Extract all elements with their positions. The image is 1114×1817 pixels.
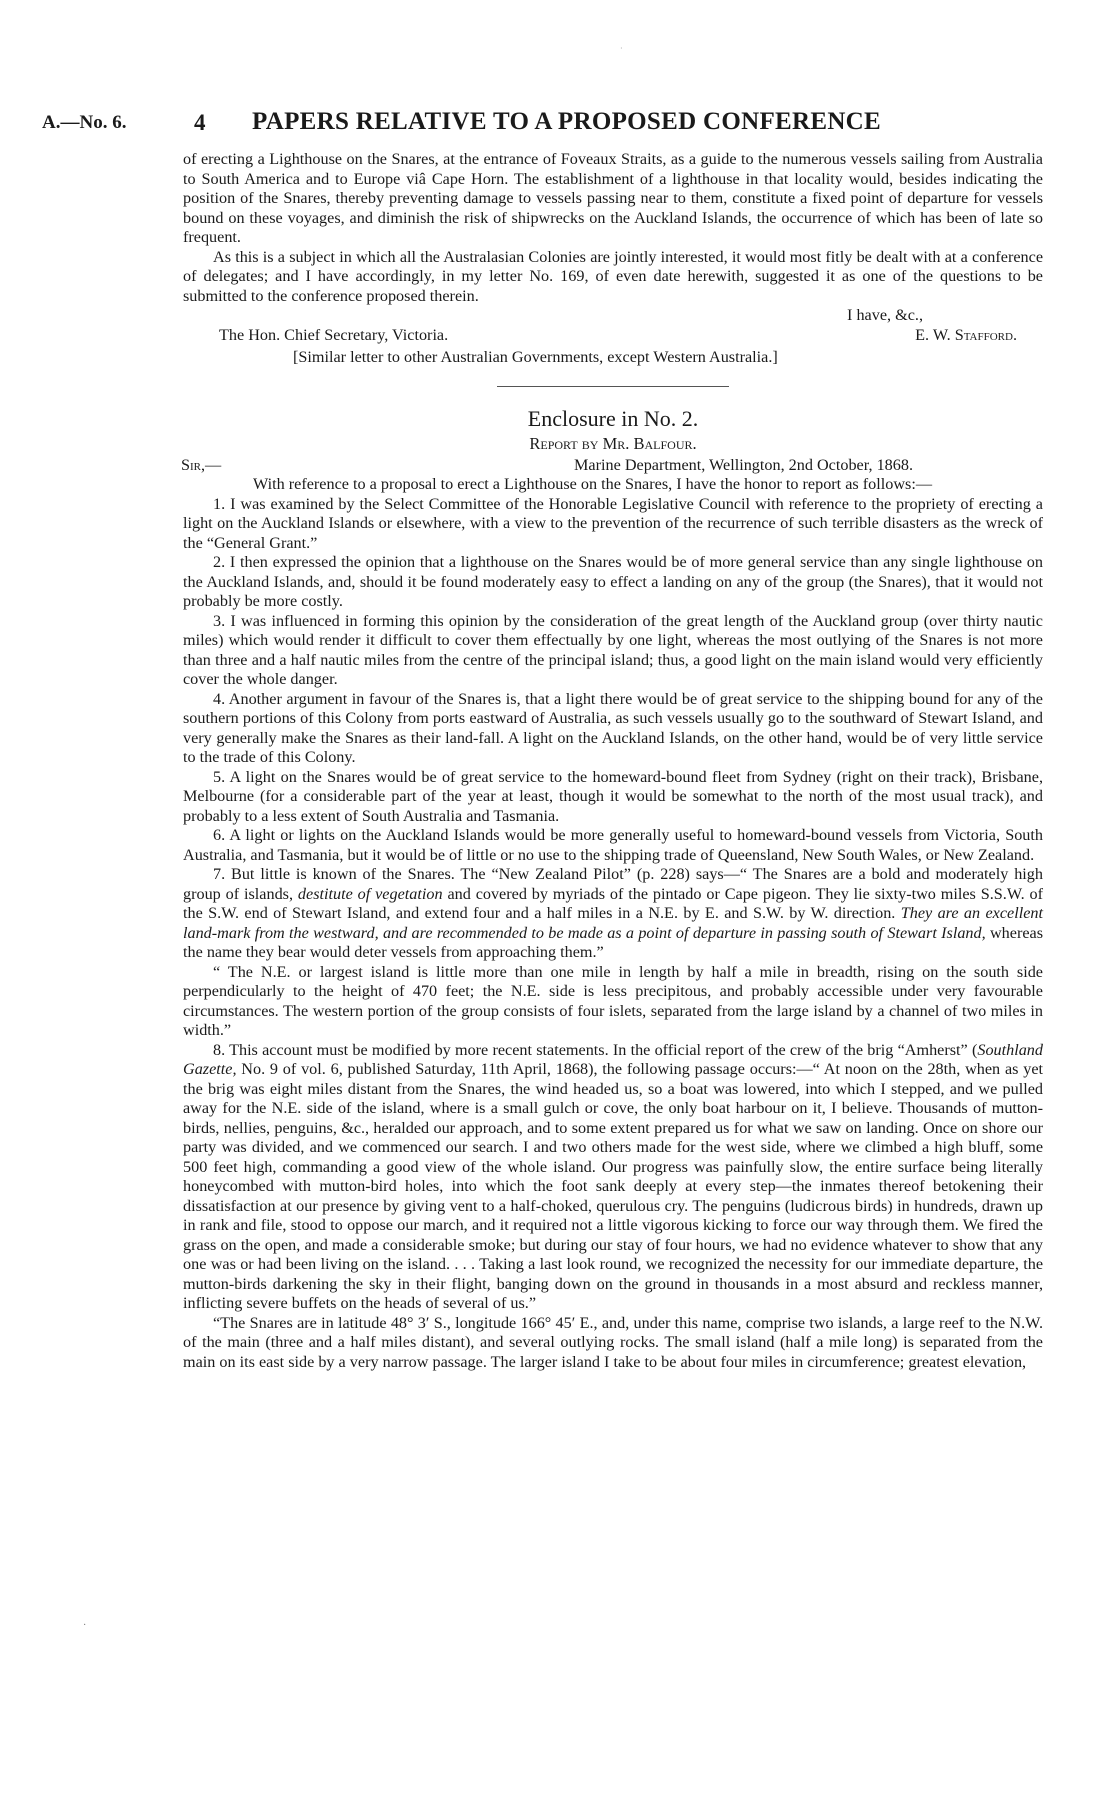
body-text <box>183 150 1043 1372</box>
scan-mark: · <box>83 1620 87 1631</box>
report-paragraph: 2. I then expressed the opinion that a lighthouse on the Snares would be of more general service than any single lighthouse on the Auckland Islands, and, should it be found moderately easy to effect a landing on any of the group (the Snares), that it would not probably be more costly. <box>183 553 1043 610</box>
text-run: No. 9 of vol. 6, published Saturday, 11th April, 1868), the following passage occurs:—“ At noon on the 28th, when as yet the brig was eight miles distant from the Snares, the wind headed us, so a boat was lowered, into which I stepped, and we pulled away for the N.E. side of the island, where is a small gulch or cove, the only boat harbour on it, I believe. Thousands of mutton-birds, nellies, penguins, &c., heralded our approach, and to some extent prepared us for what we saw on landing. Once on shore our party was divided, and we commenced our search. I and two others made for the west side, where we climbed a high bluff, some 500 feet high, commanding a good view of the whole island. Our progress was painfully slow, the entire surface being literally honeycombed with mutton-bird holes, into which the foot sank deeply at every step—the inmates thereof betokening their dissatisfaction at our presence by giving vent to a half-choked, querulous cry. The penguins (ludicrous birds) in hundreds, drawn up in rank and file, stood to oppose our march, and it required not a little vigorous kicking to force our way through them. We fired the grass on the open, and made a considerable smoke; but during our stay of four hours, we had no evidence whatever to show that any one was or had been living on the island. . . . Taking a last look round, we recognized the necessity for our immediate departure, the mutton-birds darkening the sky in their flight, banging down on the ground in thousands in a most absurd and reckless manner, inflicting severe buffets on the heads of several of us.” <box>183 1060 1043 1312</box>
report-quote: “ The N.E. or largest island is little more than one mile in length by half a mile in breadth, rising on the south side perpendicularly to the height of 470 feet; the N.E. side is less precipitous, and probably accessible under very favourable circumstances. The western portion of the group consists of four islets, separated from the large island by a channel of two miles in width.” <box>183 962 1043 1039</box>
running-title: PAPERS RELATIVE TO A PROPOSED CONFERENCE <box>252 108 882 135</box>
italic-run: destitute of vegetation <box>297 884 443 903</box>
report-paragraph: “The Snares are in latitude 48° 3′ S., longitude 166° 45′ E., and, under this name, comprise two islands, a large reef to the N.W. of the main (three and a half miles distant), and several outlying rocks. The small island (half a mile long) is separated from the main on its east side by a very narrow passage. The larger island I take to be about four miles in circumference; greatest elevation, <box>183 1313 1043 1371</box>
page-number: 4 <box>194 110 206 135</box>
letter-closing: I have, &c., <box>847 306 923 324</box>
report-paragraph <box>183 1041 1043 1314</box>
report-paragraph <box>183 865 1043 963</box>
scan-mark: · <box>620 44 623 53</box>
letter-paragraph: As this is a subject in which all the Australasian Colonies are jointly interested, it would most fitly be dealt with at a conference of delegates; and I have accordingly, in my letter No. 169, of even date herewith, suggested it as one of the questions to be submitted to the conference proposed therein. <box>183 247 1043 305</box>
report-paragraph: 4. Another argument in favour of the Snares is, that a light there would be of great service to the shipping bound for any of the southern portions of this Colony from ports eastward of Australia, as such vessels usually go to the southward of Stewart Island, and very generally make the Snares as their land-fall. A light on the Auckland Islands, on the other hand, would be of very little service to the trade of this Colony. <box>183 689 1043 766</box>
enclosure-title: Enclosure in No. 2. <box>527 405 699 431</box>
text-run: whereas the name they bear would deter vessels from approaching them.” <box>183 923 1044 961</box>
text-run: 8. This account must be modified by more recent statements. In the official report of the crew of the brig “Amherst” ( <box>213 1040 978 1059</box>
salutation: Sir,— <box>181 455 222 474</box>
report-paragraph: 6. A light or lights on the Auckland Islands would be more generally useful to homeward-bound vessels from Victoria, South Australia, and Tasmania, but it would be of little or no use to the shipping trade of Queensland, New South Wales, or New Zealand. <box>183 826 1043 864</box>
italic-run: Southland Gazette, <box>183 1040 1043 1078</box>
signature-line <box>183 326 1043 346</box>
text-run: 7. But little is known of the Snares. The “New Zealand Pilot” (p. 228) says—“ The Snares are a bold and moderately high group of islands, <box>183 865 1043 903</box>
section-divider <box>497 386 729 387</box>
report-paragraph: 1. I was examined by the Select Committee of the Honorable Legislative Council with reference to the propriety of erecting a light on the Auckland Islands or elsewhere, with a view to the prevention of the recurrence of such terrible disasters as the wreck of the “General Grant.” <box>183 494 1043 552</box>
letter-paragraph: of erecting a Lighthouse on the Snares, at the entrance of Foveaux Straits, as a guide to the numerous vessels sailing from Australia to South America and to Europe viâ Cape Horn. The establishment of a lighthouse in that locality would, besides indicating the position of the Snares, thereby preventing damage to vessels passing near to them, constitute a fixed point of departure for vessels bound on these voyages, and diminish the risk of shipwrecks on the Auckland Islands, the occurrence of which has been of late so frequent. <box>183 150 1043 246</box>
report-intro: With reference to a proposal to erect a Lighthouse on the Snares, I have the honor to report as follows:— <box>253 475 933 493</box>
report-title: Report by Mr. Balfour. <box>529 434 697 453</box>
report-paragraph: 5. A light on the Snares would be of great service to the homeward-bound fleet from Sydney (right on their track), Brisbane, Melbourne (for a considerable part of the year at least, though it would be somewhat to the north of the most usual track), and probably to a less extent of South Australia and Tasmania. <box>183 767 1043 825</box>
page-header <box>42 106 1082 146</box>
report-dateline <box>183 456 1043 476</box>
date-line: Marine Department, Wellington, 2nd October, 1868. <box>574 455 913 474</box>
text-run: and covered by myriads of the pintado or Cape pigeon. They lie sixty-two miles S.S.W. of the S.W. end of Stewart Island, and extend four and a half miles in a N.E. by E. and S.W. by W. direction. <box>183 884 1044 922</box>
document-reference: A.—No. 6. <box>42 112 127 133</box>
report-paragraph: 3. I was influenced in forming this opinion by the consideration of the great length of the Auckland group (over thirty nautic miles) which would render it difficult to cover them effectually by one light, whereas the most outlying of the Snares is not more than three and a half nautic miles from the centre of the principal island; thus, a good light on the main island would very efficiently cover the whole danger. <box>183 611 1043 688</box>
addressee: The Hon. Chief Secretary, Victoria. <box>219 325 449 344</box>
italic-run: They are an excellent land-mark from the westward, and are recommended to be made as a point of departure in passing south of Stewart Island, <box>183 904 1044 942</box>
distribution-note: [Similar letter to other Australian Governments, except Western Australia.] <box>293 348 778 366</box>
signature: E. W. Stafford. <box>915 325 1017 344</box>
